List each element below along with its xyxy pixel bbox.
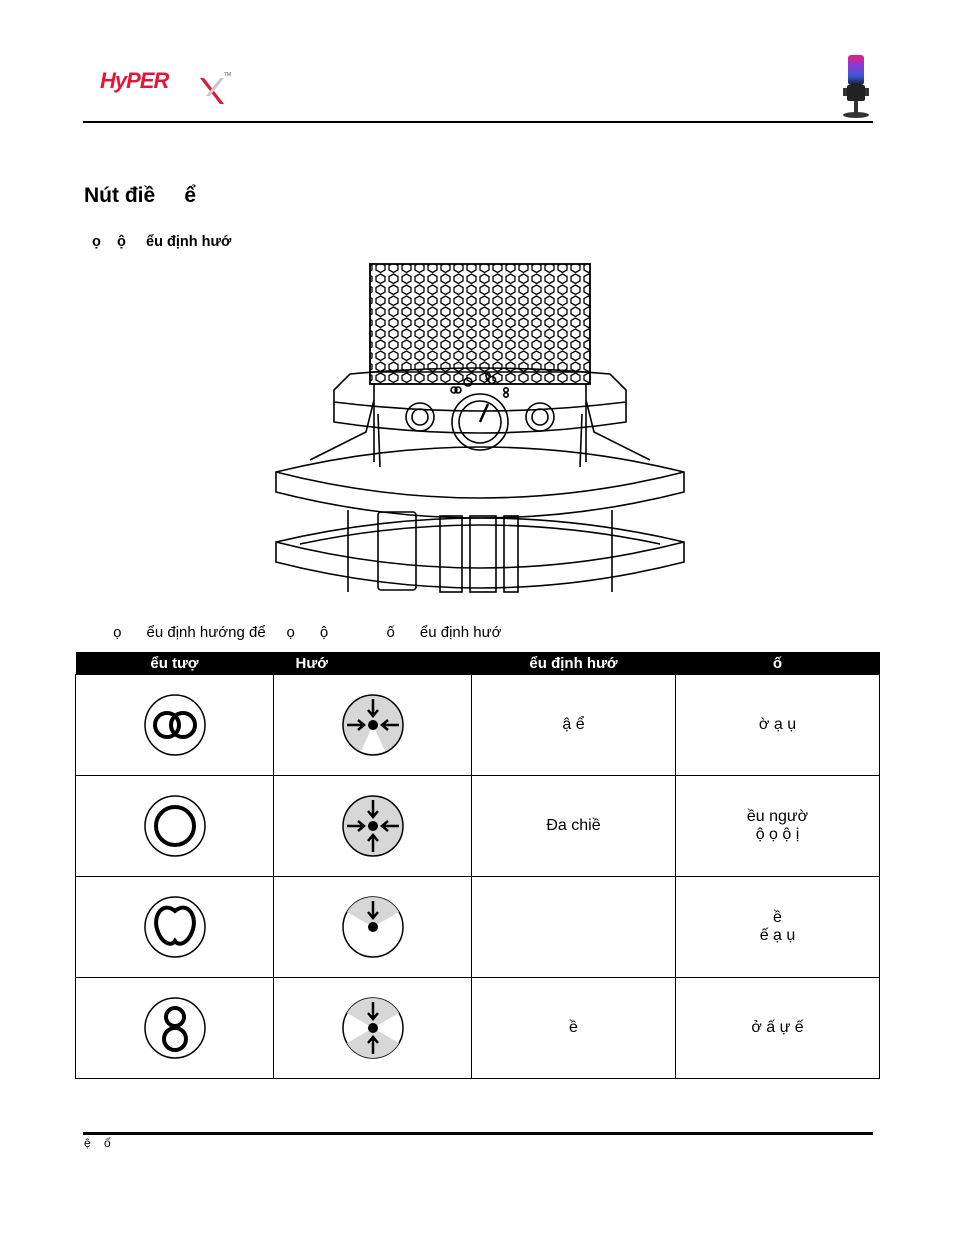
pattern-cell: ậ ể (472, 675, 676, 776)
polar-pattern-table (75, 652, 880, 1079)
header-direction: Hướ (274, 652, 472, 675)
microphone-gain-knob-illustration (270, 262, 690, 612)
table-row (76, 978, 880, 1079)
table-row (76, 776, 880, 877)
svg-text:TM: TM (224, 72, 232, 78)
header-usage: ố (676, 652, 880, 675)
usage-cell: ều ngườ ộ ọ ộ ị (676, 776, 880, 877)
stereo-direction-icon (341, 693, 405, 757)
stereo-pattern-icon (143, 693, 207, 757)
bidirectional-direction-icon (341, 996, 405, 1060)
hyperx-logo (96, 62, 236, 114)
footer-text: ệ ố (84, 1136, 111, 1150)
svg-text:HyPER: HyPER (100, 68, 169, 93)
pattern-cell: Đa chiề (472, 776, 676, 877)
header-symbol: ểu tượ (76, 652, 274, 675)
footer-rule (83, 1132, 873, 1135)
table-row (76, 877, 880, 978)
cardioid-direction-icon (341, 895, 405, 959)
usage-cell: ở ấ ự ế (676, 978, 880, 1079)
section-title: Nút điề ể (84, 184, 197, 207)
header-rule (83, 121, 873, 123)
pattern-cell (472, 877, 676, 978)
pattern-cell: ề (472, 978, 676, 1079)
cardioid-pattern-icon (143, 895, 207, 959)
omnidirectional-pattern-icon (143, 794, 207, 858)
usage-cell: ề ế ạ ụ (676, 877, 880, 978)
usage-cell: ờ ạ ụ (676, 675, 880, 776)
header-pattern: ểu định hướ (472, 652, 676, 675)
table-row (76, 675, 880, 776)
microphone-rgb-icon (838, 52, 874, 120)
bidirectional-pattern-icon (143, 996, 207, 1060)
figure-caption: ọ ểu định hướng để ọ ộ ố ểu định hướ (84, 624, 502, 641)
table-header-row (76, 652, 880, 675)
omnidirectional-direction-icon (341, 794, 405, 858)
section-subtitle: ọ ộ ểu định hướ (84, 234, 232, 250)
